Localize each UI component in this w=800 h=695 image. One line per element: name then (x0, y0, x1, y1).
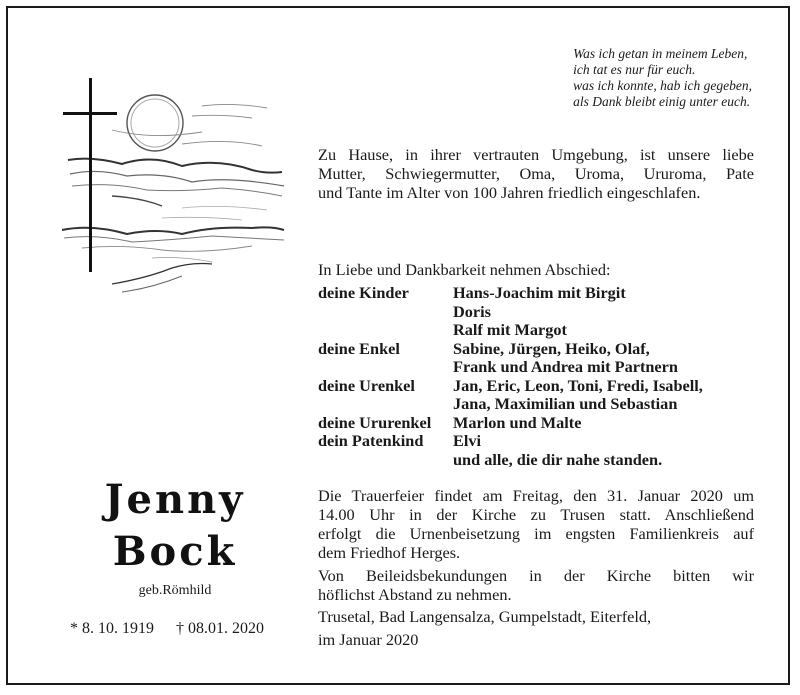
ceremony-line: erfolgt die Urnenbeisetzung im engsten Familienkreis auf (318, 524, 754, 543)
family-member: Jana, Maximilian und Sebastian (453, 394, 678, 413)
ceremony-text (318, 486, 754, 649)
relation-label: deine Kinder (318, 283, 409, 302)
family-row (318, 340, 703, 377)
intro-line: und Tante im Alter von 100 Jahren friedlich eingeschlafen. (318, 183, 701, 202)
relation-names (453, 432, 481, 451)
date-line: im Januar 2020 (318, 630, 419, 649)
poem-line: Was ich getan in meinem Leben, (573, 46, 748, 61)
relation-label: deine Urenkel (318, 375, 415, 395)
family-row (318, 377, 703, 414)
birth-date: * 8. 10. 1919 (70, 620, 154, 637)
relation-names (453, 414, 581, 433)
condolence-line: höflichst Abstand zu nehmen. (318, 585, 512, 604)
relation-names (453, 284, 626, 340)
deceased-last-name: Bock (112, 528, 238, 575)
family-row (318, 432, 703, 451)
cross-landscape-illustration (52, 78, 288, 302)
condolence-line: Von Beileidsbekundungen in der Kirche bitten wir (318, 566, 754, 585)
landscape-drawing (62, 159, 284, 292)
relation-names (453, 340, 678, 377)
poem-line: was ich konnte, hab ich gegeben, (573, 78, 752, 93)
sun-drawing (127, 95, 183, 151)
family-member: Jan, Eric, Leon, Toni, Fredi, Isabell, (453, 375, 703, 395)
intro-line: Zu Hause, in ihrer vertrauten Umgebung, ist unsere liebe (318, 145, 754, 164)
poem-line: ich tat es nur für euch. (573, 62, 696, 77)
death-date: † 08.01. 2020 (176, 620, 264, 637)
cross-icon (63, 78, 117, 272)
life-dates (70, 620, 264, 638)
relation-label: dein Patenkind (318, 431, 424, 450)
family-list (318, 284, 703, 469)
family-member: Hans-Joachim mit Birgit (453, 283, 626, 302)
family-member: Doris (453, 301, 491, 321)
place-line: Trusetal, Bad Langensalza, Gumpelstadt, Eiterfeld, (318, 607, 652, 626)
ceremony-line: dem Friedhof Herges. (318, 543, 461, 562)
family-member: Sabine, Jürgen, Heiko, Olaf, (453, 338, 650, 358)
farewell-line: In Liebe und Dankbarkeit nehmen Abschied: (318, 260, 611, 279)
family-closing: und alle, die dir nahe standen. (453, 449, 663, 469)
family-row (318, 284, 703, 340)
ceremony-paragraph (318, 486, 754, 562)
ceremony-line: Die Trauerfeier findet am Freitag, den 31. Januar 2020 um (318, 486, 754, 505)
family-member: Frank und Andrea mit Partnern (453, 357, 678, 376)
family-row (318, 414, 703, 433)
family-member: Ralf mit Margot (453, 320, 567, 339)
relation-label: deine Ururenkel (318, 412, 432, 432)
birth-name: geb.Römhild (138, 583, 212, 598)
intro-line: Mutter, Schwiegermutter, Oma, Uroma, Ururoma, Pate (318, 164, 754, 183)
poem-line: als Dank bleibt einig unter euch. (573, 94, 751, 109)
family-member: Marlon und Malte (453, 412, 582, 432)
condolence-paragraph (318, 566, 754, 604)
ceremony-line: 14.00 Uhr in der Kirche zu Trusen statt. Anschließend (318, 505, 754, 524)
poem (573, 46, 752, 110)
relation-names (453, 377, 703, 414)
deceased-first-name: Jenny (104, 476, 246, 523)
intro-text (318, 145, 754, 202)
relation-label: deine Enkel (318, 338, 400, 358)
family-member: Elvi (453, 431, 482, 450)
